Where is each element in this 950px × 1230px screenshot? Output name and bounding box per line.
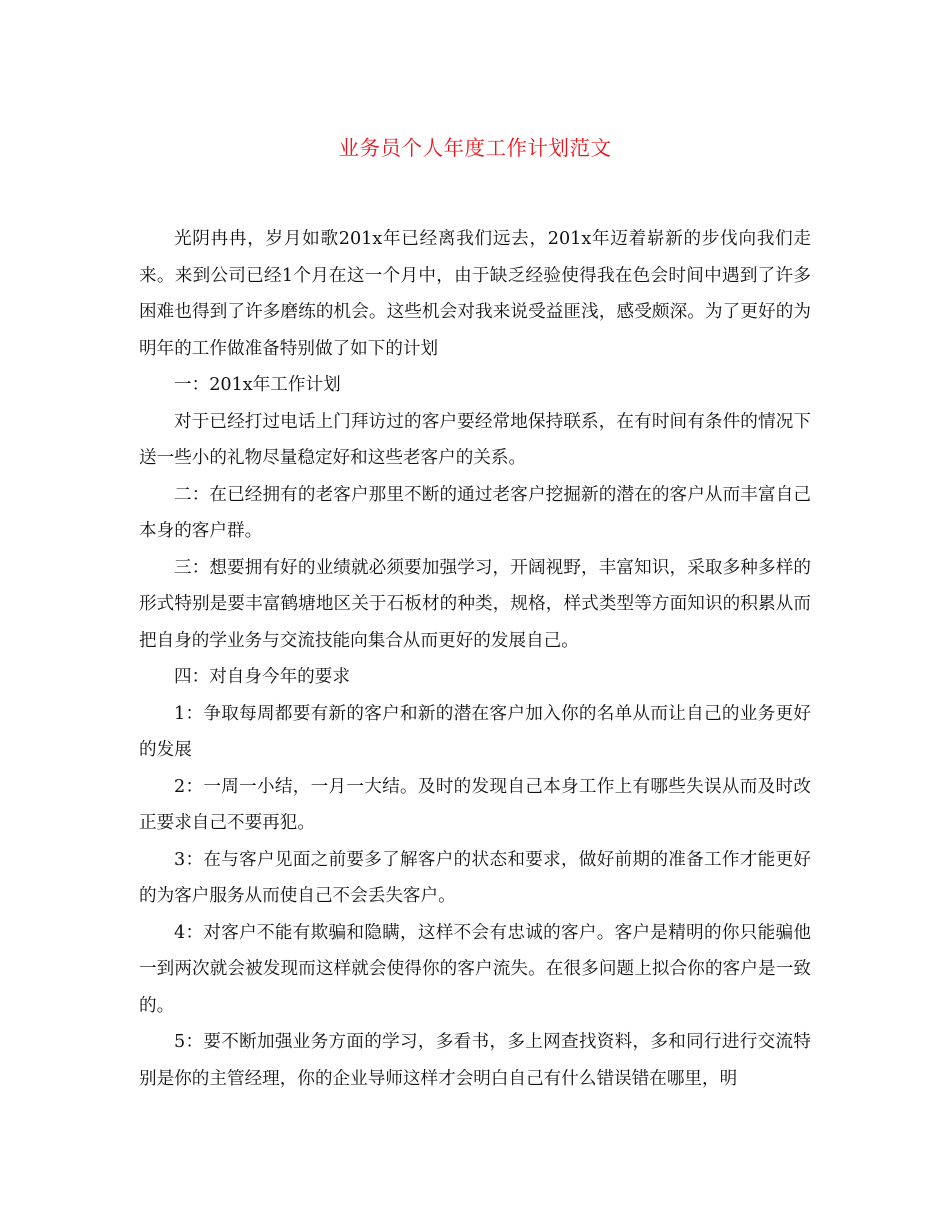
document-title: 业务员个人年度工作计划范文 bbox=[338, 136, 612, 160]
document-body bbox=[139, 221, 811, 1097]
paragraph-section-1-body: 对于已经打过电话上门拜访过的客户要经常地保持联系，在有时间有条件的情况下送一些小的礼物尽量稳定好和这些老客户的关系。 bbox=[139, 411, 811, 468]
paragraph-section-4-heading: 四：对自身今年的要求 bbox=[174, 667, 350, 687]
paragraph-section-1-heading: 一：201x年工作计划 bbox=[174, 375, 341, 395]
paragraph-intro: 光阴冉冉，岁月如歌201x年已经离我们远去，201x年迈着崭新的步伐向我们走来。来到公司已经1个月在这一个月中，由于缺乏经验使得我在色会时间中遇到了许多困难也得到了许多磨练的机会。这些机会对我来说受益匪浅，感受颇深。为了更好的为明年的工作做准备特别做了如下的计划 bbox=[139, 229, 811, 359]
paragraph-item-3: 3：在与客户见面之前要多了解客户的状态和要求，做好前期的准备工作才能更好的为客户服务从而使自己不会丢失客户。 bbox=[139, 849, 811, 906]
paragraph-item-1: 1：争取每周都要有新的客户和新的潜在客户加入你的名单从而让自己的业务更好的发展 bbox=[139, 703, 811, 760]
paragraph-item-2: 2：一周一小结，一月一大结。及时的发现自己本身工作上有哪些失误从而及时改正要求自己不要再犯。 bbox=[139, 776, 811, 833]
paragraph-item-4: 4：对客户不能有欺骗和隐瞒，这样不会有忠诚的客户。客户是精明的你只能骗他一到两次就会被发现而这样就会使得你的客户流失。在很多问题上拟合你的客户是一致的。 bbox=[139, 922, 811, 1016]
paragraph-section-3: 三：想要拥有好的业绩就必须要加强学习，开阔视野，丰富知识，采取多种多样的形式特别是要丰富鹤塘地区关于石板材的种类，规格，样式类型等方面知识的积累从而把自身的学业务与交流技能向集合从而更好的发展自己。 bbox=[139, 557, 811, 651]
paragraph-section-2: 二：在已经拥有的老客户那里不断的通过老客户挖掘新的潜在的客户从而丰富自己本身的客户群。 bbox=[139, 484, 811, 541]
paragraph-item-5: 5：要不断加强业务方面的学习，多看书，多上网查找资料，多和同行进行交流特别是你的主管经理，你的企业导师这样才会明白自己有什么错误错在哪里，明 bbox=[139, 1032, 811, 1089]
